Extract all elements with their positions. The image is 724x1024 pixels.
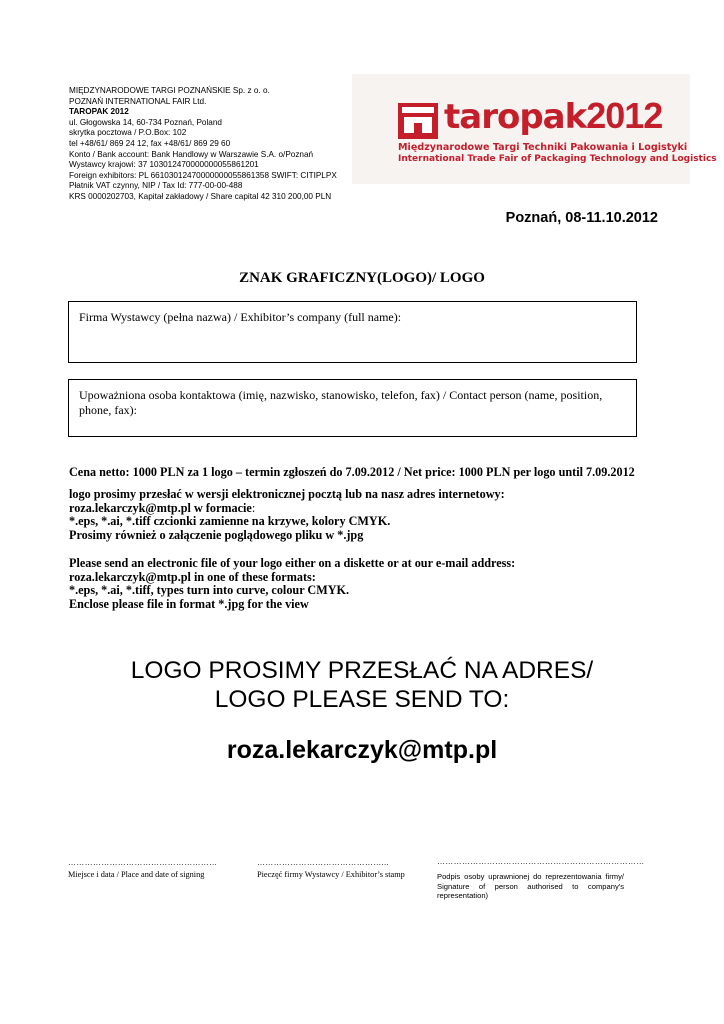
form-heading: ZNAK GRAFICZNY(LOGO)/ LOGO xyxy=(239,270,485,286)
company-name-field[interactable] xyxy=(68,301,637,363)
org-line: Konto / Bank account: Bank Handlowy w Warszawie S.A. o/Poznań xyxy=(69,149,314,159)
instructions-pl-line: Prosimy również o załączenie poglądowego pliku w *.jpg xyxy=(69,527,364,542)
instructions-pl-line: *.eps, *.ai, *.tiff czcionki zamienne na krzywe, kolory CMYK. xyxy=(69,514,391,529)
instructions-pl-line: logo prosimy przesłać w wersji elektronicznej pocztą lub na nasz adres internetowy: xyxy=(69,487,505,501)
org-line: Foreign exhibitors: PL 66103012470000000055861358 SWIFT: CITIPLPX xyxy=(69,170,337,180)
taropak-logo-mark-icon xyxy=(398,103,438,139)
stamp-signature-line[interactable]: ………………………………………... xyxy=(257,858,390,867)
org-line: tel +48/61/ 869 24 12, fax +48/61/ 869 29 60 xyxy=(69,138,231,148)
instructions-pl xyxy=(69,488,505,542)
logo-subtitle-en: International Trade Fair of Packaging Technology and Logistics xyxy=(398,154,717,164)
org-line: POZNAŃ INTERNATIONAL FAIR Ltd. xyxy=(69,96,207,106)
logo-word: taropak xyxy=(444,97,587,137)
org-line: Płatnik VAT czynny, NIP / Tax Id: 777-00-00-488 xyxy=(69,181,243,191)
send-to-heading xyxy=(0,656,724,714)
org-line: ul. Głogowska 14, 60-734 Poznań, Poland xyxy=(69,117,222,127)
instructions-pl-email-text: roza.lekarczyk@mtp.pl w formacie xyxy=(69,500,252,515)
instructions-en-line: *.eps, *.ai, *.tiff, types turn into curve, colour CMYK. xyxy=(69,583,350,598)
instructions-en-line: Please send an electronic file of your logo either on a diskette or at our e-mail address: xyxy=(69,556,516,570)
price-line: Cena netto: 1000 PLN za 1 logo – termin zgłoszeń do 7.09.2012 / Net price: 1000 PLN per logo until 7.09.2012 xyxy=(69,465,635,479)
instructions-pl-line xyxy=(69,502,505,516)
send-to-line-pl: LOGO PROSIMY PRZESŁAĆ NA ADRES/ xyxy=(130,657,594,684)
contact-person-field[interactable] xyxy=(68,379,637,437)
instructions-en-line: roza.lekarczyk@mtp.pl in one of these formats: xyxy=(69,569,316,584)
org-line: KRS 0000202703, Kapitał zakładowy / Share capital 42 310 200,00 PLN xyxy=(69,191,332,201)
place-date-caption: Miejsce i data / Place and date of signing xyxy=(68,870,205,879)
org-line: skrytka pocztowa / P.O.Box: 102 xyxy=(69,128,187,138)
send-to-line-en: LOGO PLEASE SEND TO: xyxy=(214,686,510,713)
signature-caption: Podpis osoby uprawnionej do reprezentowania firmy/ Signature of person authorised to company's representation) xyxy=(437,872,624,901)
company-name-label: Firma Wystawcy (pełna nazwa) / Exhibitor’s company (full name): xyxy=(79,310,402,324)
colon: : xyxy=(251,500,256,515)
authorized-signature-line[interactable]: ………………………………………………………………… xyxy=(437,857,645,866)
org-line: Wystawcy krajowi: 37 103012470000000055861201 xyxy=(69,160,259,170)
place-date-signature-line[interactable]: ……………………………………………… xyxy=(68,858,218,867)
organization-details xyxy=(69,86,359,203)
org-line: MIĘDZYNARODOWE TARGI POZNAŃSKIE Sp. z o. o. xyxy=(69,86,270,95)
place-date: Poznań, 08-11.10.2012 xyxy=(505,210,658,226)
logo-subtitle-pl: Międzynarodowe Targi Techniki Pakowania i Logistyki xyxy=(398,142,688,153)
instructions-en-line: Enclose please file in format *.jpg for the view xyxy=(69,596,309,611)
logo-wordmark xyxy=(444,96,662,137)
instructions-en xyxy=(69,557,515,611)
contact-person-label: Upoważniona osoba kontaktowa (imię, nazwisko, stanowisko, telefon, fax) / Contact person (name, position, phone, fax): xyxy=(79,388,603,417)
contact-email-link[interactable]: roza.lekarczyk@mtp.pl xyxy=(226,736,498,764)
logo-year: 2012 xyxy=(586,95,663,136)
stamp-caption: Pieczęć firmy Wystawcy / Exhibitor’s stamp xyxy=(257,870,405,879)
org-line: TAROPAK 2012 xyxy=(69,107,129,117)
